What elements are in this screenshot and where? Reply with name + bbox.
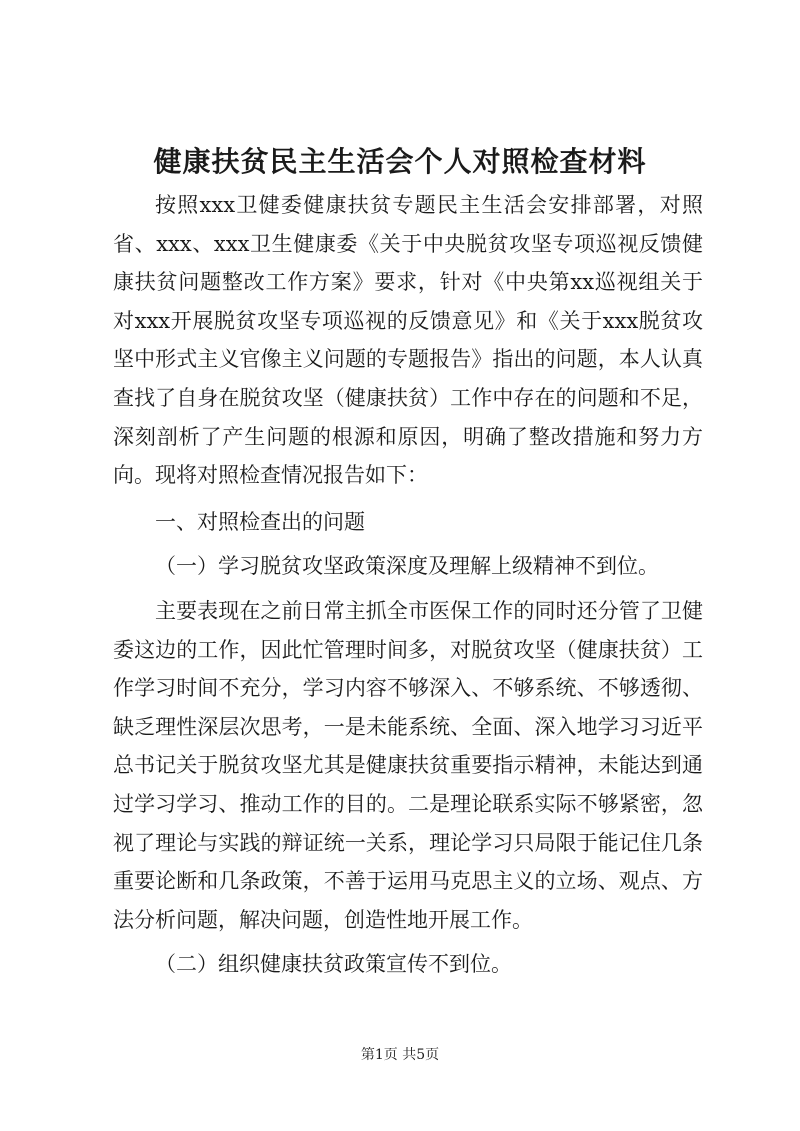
document-title: 健康扶贫民主生活会个人对照检查材料 <box>153 145 647 178</box>
subsection-heading-1: （一）学习脱贫攻坚政策深度及理解上级精神不到位。 <box>155 554 659 579</box>
intro-paragraph: 按照xxx卫健委健康扶贫专题民主生活会安排部署，对照省、xxx、xxx卫生健康委《关于中央脱贫攻坚专项巡视反馈健康扶贫问题整改工作方案》要求，针对《中央第xx巡视组关于对xxx开展脱贫攻坚专项巡视的反馈意见》和《关于xxx脱贫攻坚中形式主义官像主义问题的专题报告》指出的问题，本人认真查找了自身在脱贫攻坚（健康扶贫）工作中存在的问题和不足，深刻剖析了产生问题的根源和原因，明确了整改措施和努力方向。现将对照检查情况报告如下： <box>113 193 703 488</box>
body-paragraph: 主要表现在之前日常主抓全市医保工作的同时还分管了卫健委这边的工作，因此忙管理时间多，对脱贫攻坚（健康扶贫）工作学习时间不充分，学习内容不够深入、不够系统、不够透彻、缺乏理性深层次思考，一是未能系统、全面、深入地学习习近平总书记关于脱贫攻坚尤其是健康扶贫重要指示精神，未能达到通过学习学习、推动工作的目的。二是理论联系实际不够紧密，忽视了理论与实践的辩证统一关系，理论学习只局限于能记住几条重要论断和几条政策，不善于运用马克思主义的立场、观点、方法分析问题，解决问题，创造性地开展工作。 <box>113 598 703 932</box>
page-number: 第1页 共5页 <box>360 1047 440 1063</box>
section-heading: 一、对照检查出的问题 <box>155 509 365 534</box>
subsection-heading-2: （二）组织健康扶贫政策宣传不到位。 <box>155 952 512 977</box>
document-body <box>113 186 703 984</box>
